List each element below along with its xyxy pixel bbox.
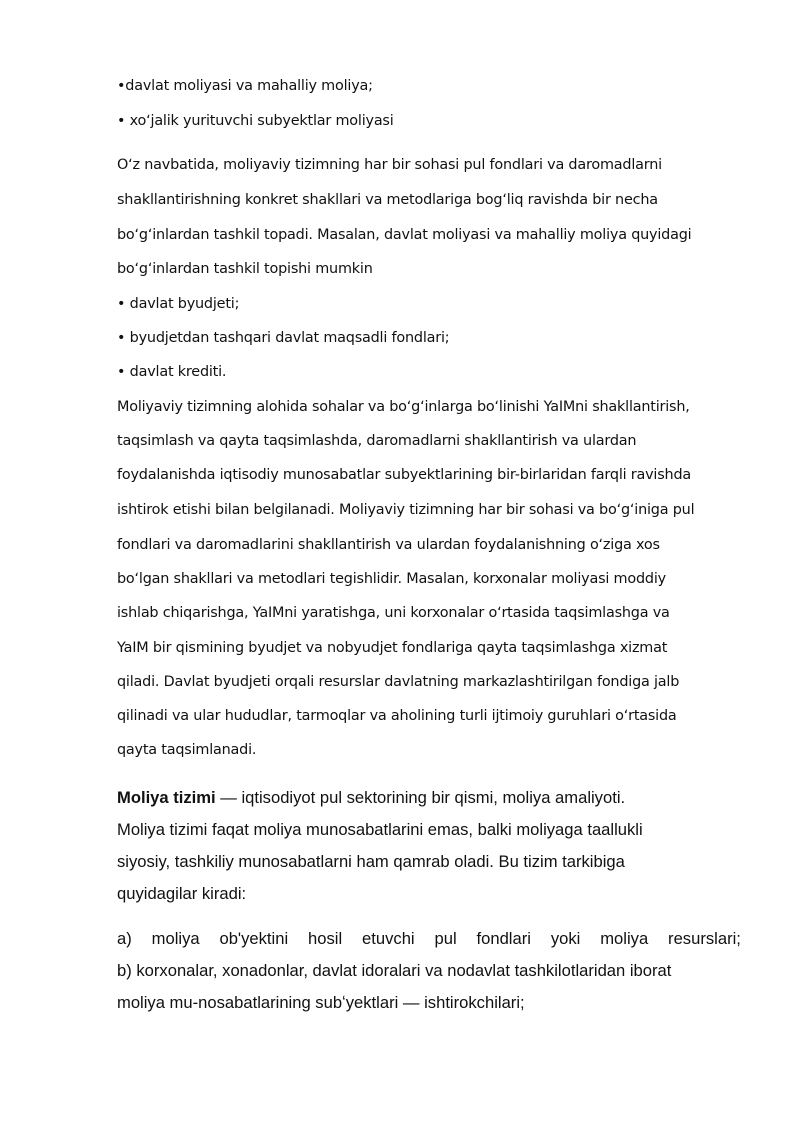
para2-line: qiladi. Davlat byudjeti orqali resurslar davlatning markazlashtirilgan fondiga jalb	[117, 674, 680, 690]
para2-line: YaIM bir qismining byudjet va nobyudjet fondlariga qayta taqsimlashga xizmat	[117, 640, 668, 656]
word: moliya	[151, 929, 200, 948]
word: yoki	[550, 929, 581, 948]
word: moliya	[600, 929, 649, 948]
para2-line: qilinadi va ular hududlar, tarmoqlar va aholining turli ijtimoiy guruhlari oʻrtasida	[117, 708, 677, 724]
word: pul	[434, 929, 457, 948]
para2-line: fondlari va daromadlarini shakllantirish va ulardan foydalanishning oʻziga xos	[117, 537, 660, 553]
bullet-state-budget: • davlat byudjeti;	[117, 296, 240, 312]
bullet-state-finance: •davlat moliyasi va mahalliy moliya;	[117, 78, 373, 94]
definition-line: quyidagilar kiradi:	[117, 884, 247, 903]
para1-line: boʻgʻinlardan tashkil topishi mumkin	[117, 261, 373, 277]
para2-line: qayta taqsimlanadi.	[117, 742, 257, 758]
definition-text: — iqtisodiyot pul sektorining bir qismi, moliya amaliyoti.	[215, 788, 626, 807]
word: fondlari	[476, 929, 531, 948]
para2-line: boʻlgan shakllari va metodlari tegishlidir. Masalan, korxonalar moliyasi moddiy	[117, 571, 666, 587]
para1-line: boʻgʻinlardan tashkil topadi. Masalan, davlat moliyasi va mahalliy moliya quyidagi	[117, 227, 692, 243]
list-item-b: b) korxonalar, xonadonlar, davlat idoralari va nodavlat tashkilotlaridan iborat	[117, 961, 672, 980]
para2-line: taqsimlash va qayta taqsimlashda, daromadlarni shakllantirish va ulardan	[117, 433, 637, 449]
word: hosil	[308, 929, 343, 948]
para1-line: shakllantirishning konkret shakllari va metodlariga bogʻliq ravishda bir necha	[117, 192, 658, 208]
word: a)	[117, 929, 132, 948]
list-item-b-cont: moliya mu-nosabatlarining subʻyektlari — ishtirokchilari;	[117, 993, 525, 1012]
definition-line: siyosiy, tashkiliy munosabatlarni ham qamrab oladi. Bu tizim tarkibiga	[117, 852, 625, 871]
bullet-enterprise-finance: • xoʻjalik yurituvchi subyektlar moliyasi	[117, 113, 394, 129]
word: etuvchi	[362, 929, 415, 948]
bullet-state-credit: • davlat krediti.	[117, 364, 227, 380]
definition-line: Moliya tizimi faqat moliya munosabatlarini emas, balki moliyaga taallukli	[117, 820, 643, 839]
definition-first-line	[117, 788, 625, 808]
definition-term: Moliya tizimi	[117, 788, 216, 807]
word: resurslari;	[668, 929, 741, 948]
para2-line: foydalanishda iqtisodiy munosabatlar subyektlarining bir-birlaridan farqli ravishda	[117, 467, 692, 483]
bullet-extrabudget-funds: • byudjetdan tashqari davlat maqsadli fondlari;	[117, 330, 450, 346]
para2-line: Moliyaviy tizimning alohida sohalar va boʻgʻinlarga boʻlinishi YaIMni shakllantirish,	[117, 399, 690, 415]
para2-line: ishlab chiqarishga, YaIMni yaratishga, uni korxonalar oʻrtasida taqsimlashga va	[117, 605, 670, 621]
para1-line: Oʻz navbatida, moliyaviy tizimning har bir sohasi pul fondlari va daromadlarni	[117, 157, 662, 173]
para2-line: ishtirok etishi bilan belgilanadi. Moliyaviy tizimning har bir sohasi va boʻgʻiniga pul	[117, 502, 695, 518]
word: ob'yektini	[219, 929, 289, 948]
list-item-a	[117, 929, 741, 949]
